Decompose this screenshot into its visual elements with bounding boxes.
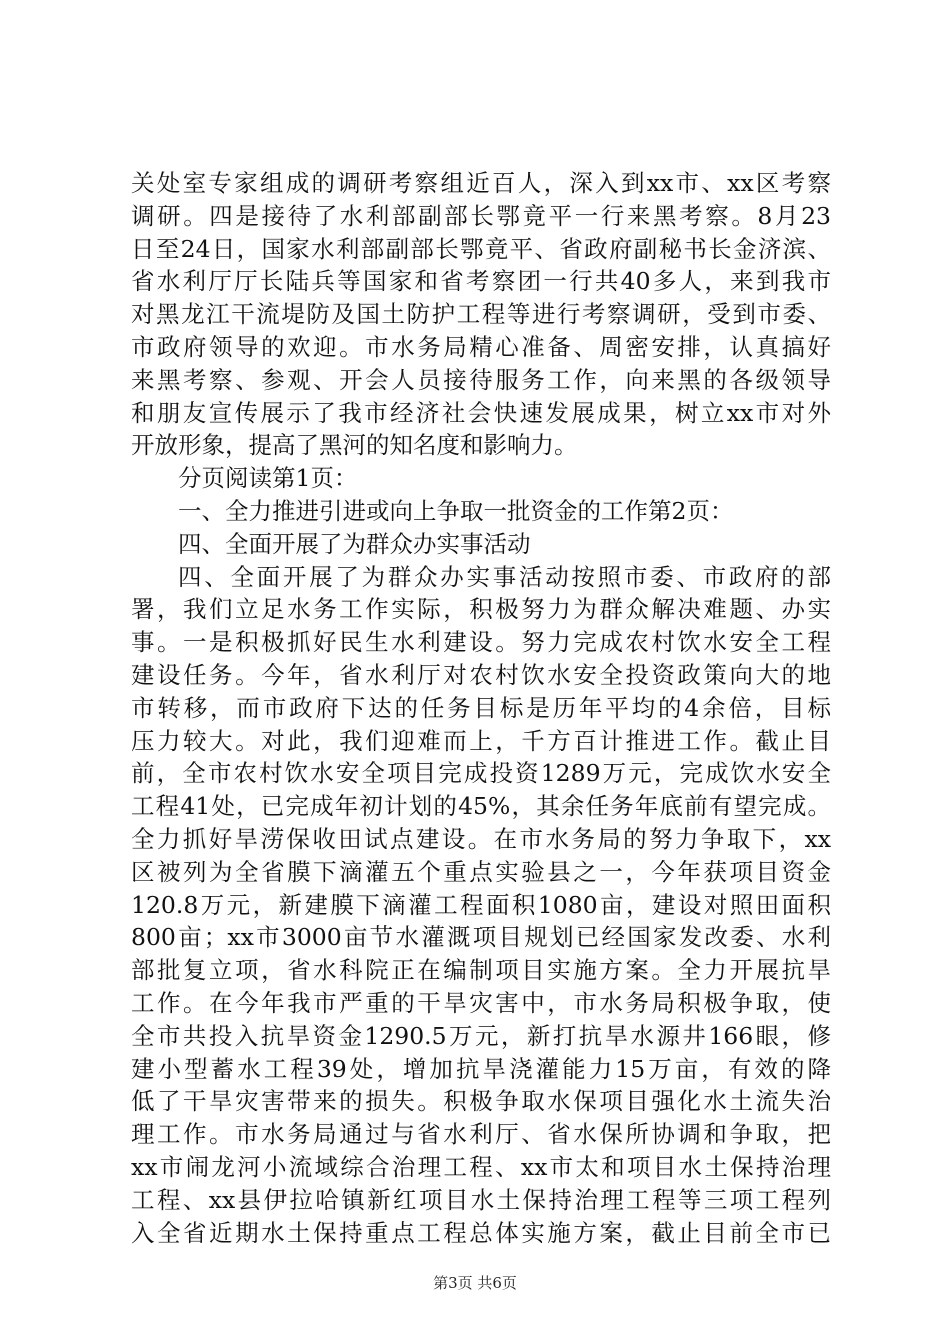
text-line: 市政府领导的欢迎。市水务局精心准备、周密安排，认真搞好: [131, 332, 831, 361]
text-line: 建小型蓄水工程39处，增加抗旱浇灌能力15万亩，有效的降: [131, 1054, 831, 1083]
text-line: 市转移，而市政府下达的任务目标是历年平均的4余倍，目标: [131, 693, 831, 722]
text-line: 工作。在今年我市严重的干旱灾害中，市水务局积极争取，使: [131, 988, 831, 1017]
text-line: 工程、xx县伊拉哈镇新红项目水土保持治理工程等三项工程列: [131, 1185, 831, 1214]
text-line: 部批复立项，省水科院正在编制项目实施方案。全力开展抗旱: [131, 956, 831, 985]
text-line: xx市闹龙河小流域综合治理工程、xx市太和项目水土保持治理: [131, 1152, 831, 1181]
text-line: 分页阅读第1页：: [178, 464, 358, 493]
text-line: 关处室专家组成的调研考察组近百人，深入到xx市、xx区考察: [131, 169, 831, 197]
text-line: 省水利厅厅长陆兵等国家和省考察团一行共40多人，来到我市: [131, 267, 831, 296]
text-line: 四、全面开展了为群众办实事活动: [178, 529, 531, 558]
text-line: 事。一是积极抓好民生水利建设。努力完成农村饮水安全工程: [131, 628, 831, 657]
page-footer: 第3页 共6页: [433, 1274, 517, 1292]
text-line: 压力较大。对此，我们迎难而上，千方百计推进工作。截止目: [131, 726, 831, 755]
text-line: 120.8万元，新建膜下滴灌工程面积1080亩，建设对照田面积: [131, 890, 831, 919]
text-line: 调研。四是接待了水利部副部长鄂竟平一行来黑考察。8月23: [131, 201, 831, 230]
text-line: 前，全市农村饮水安全项目完成投资1289万元，完成饮水安全: [131, 759, 831, 788]
text-line: 区被列为全省膜下滴灌五个重点实验县之一，今年获项目资金: [131, 857, 831, 886]
text-line: 和朋友宣传展示了我市经济社会快速发展成果，树立xx市对外: [131, 398, 831, 427]
text-line: 日至24日，国家水利部副部长鄂竟平、省政府副秘书长金济滨、: [131, 234, 831, 263]
text-line: 工程41处，已完成年初计划的45%，其余任务年底前有望完成。: [131, 792, 831, 821]
text-line: 全市共投入抗旱资金1290.5万元，新打抗旱水源井166眼，修: [131, 1021, 831, 1050]
text-line: 全力抓好旱涝保收田试点建设。在市水务局的努力争取下，xx: [131, 824, 831, 853]
text-line: 来黑考察、参观、开会人员接待服务工作，向来黑的各级领导: [131, 365, 831, 394]
document-body: [131, 167, 831, 1249]
text-line: 理工作。市水务局通过与省水利厅、省水保所协调和争取，把: [131, 1120, 831, 1149]
text-line: 四、全面开展了为群众办实事活动按照市委、市政府的部: [178, 562, 831, 591]
text-line: 800亩；xx市3000亩节水灌溉项目规划已经国家发改委、水利: [131, 923, 831, 952]
text-line: 低了干旱灾害带来的损失。积极争取水保项目强化水土流失治: [131, 1087, 831, 1116]
text-line: 对黑龙江干流堤防及国土防护工程等进行考察调研，受到市委、: [131, 300, 831, 329]
text-line: 入全省近期水土保持重点工程总体实施方案，截止目前全市已: [131, 1218, 831, 1247]
text-line: 建设任务。今年，省水利厅对农村饮水安全投资政策向大的地: [131, 660, 831, 689]
text-line: 开放形象，提高了黑河的知名度和影响力。: [131, 431, 578, 460]
text-line: 一、全力推进引进或向上争取一批资金的工作第2页：: [178, 496, 734, 525]
text-line: 署，我们立足水务工作实际，积极努力为群众解决难题、办实: [131, 595, 831, 624]
